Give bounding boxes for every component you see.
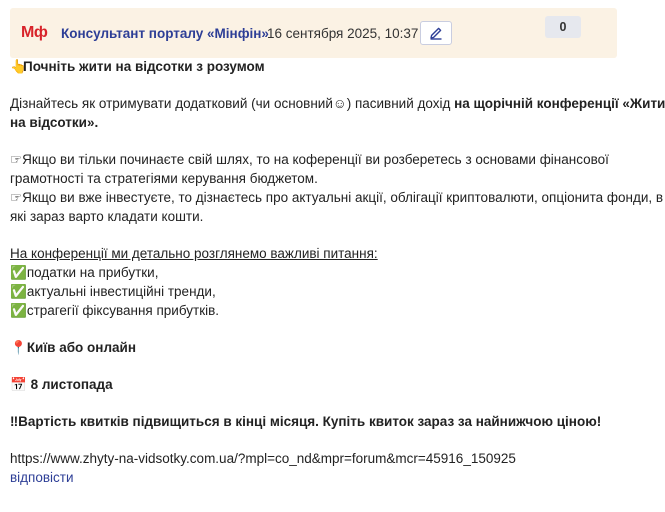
minfin-logo: Мф: [21, 24, 48, 41]
pointing-finger-icon: ☞: [10, 190, 23, 205]
topic-item: ✅податки на прибутки,: [10, 265, 159, 280]
point-beginner: ☞Якщо ви тільки починаєте свій шлях, то на коференції ви розберетесь з основами фінансової: [10, 152, 609, 167]
event-date: 📅 8 листопада: [10, 377, 113, 392]
post-header: [10, 8, 617, 58]
topics-heading: На конференції ми детально розглянемо важливі питання:: [10, 246, 378, 261]
reply-link[interactable]: відповісти: [10, 470, 74, 485]
topic-item: ✅актуальні інвестиційні тренди,: [10, 284, 216, 299]
checkmark-icon: ✅: [10, 303, 27, 318]
event-url: https://www.zhyty-na-vidsotky.com.ua/?mpl=co_nd&mpr=forum&mcr=45916_150925: [10, 451, 516, 466]
edit-button[interactable]: [420, 21, 452, 45]
point-beginner-continued: грамотності та стратегіями керування бюджетом.: [10, 171, 318, 186]
point-investor-continued: які зараз варто кладати кошти.: [10, 209, 204, 224]
pin-icon: 📍: [10, 340, 27, 355]
post-datetime: 16 сентября 2025, 10:37: [267, 26, 419, 41]
intro-paragraph: Дізнайтесь як отримувати додатковий (чи основний☺) пасивний дохід на щорічній конференції «Жити: [10, 96, 665, 111]
price-warning: ‼Вартість квитків підвищиться в кінці місяця. Купіть квиток зараз за найнижчою ціною!: [10, 414, 602, 429]
pencil-icon: [429, 26, 443, 40]
checkmark-icon: ✅: [10, 284, 27, 299]
post-body: [10, 57, 665, 487]
pointing-finger-icon: ☞: [10, 152, 23, 167]
intro-paragraph-continued: на відсотки».: [10, 115, 99, 130]
double-exclamation-icon: ‼: [10, 414, 19, 429]
point-investor: ☞Якщо ви вже інвестуєте, то дізнаєтесь про актуальні акції, облігації криптовалюти, опціонита фонди, в: [10, 190, 664, 205]
smile-icon: ☺: [332, 96, 347, 111]
calendar-icon: 📅: [10, 377, 27, 392]
author-name[interactable]: Консультант порталу «Мінфін»: [61, 26, 269, 41]
topic-item: ✅страгегії фіксування прибутків.: [10, 303, 220, 318]
pointing-hand-icon: 👆: [10, 59, 27, 74]
post-heading: 👆Почніть жити на відсотки з розумом: [10, 59, 265, 74]
rating-counter[interactable]: 0: [545, 16, 581, 38]
checkmark-icon: ✅: [10, 265, 27, 280]
event-location: 📍Київ або онлайн: [10, 340, 136, 355]
